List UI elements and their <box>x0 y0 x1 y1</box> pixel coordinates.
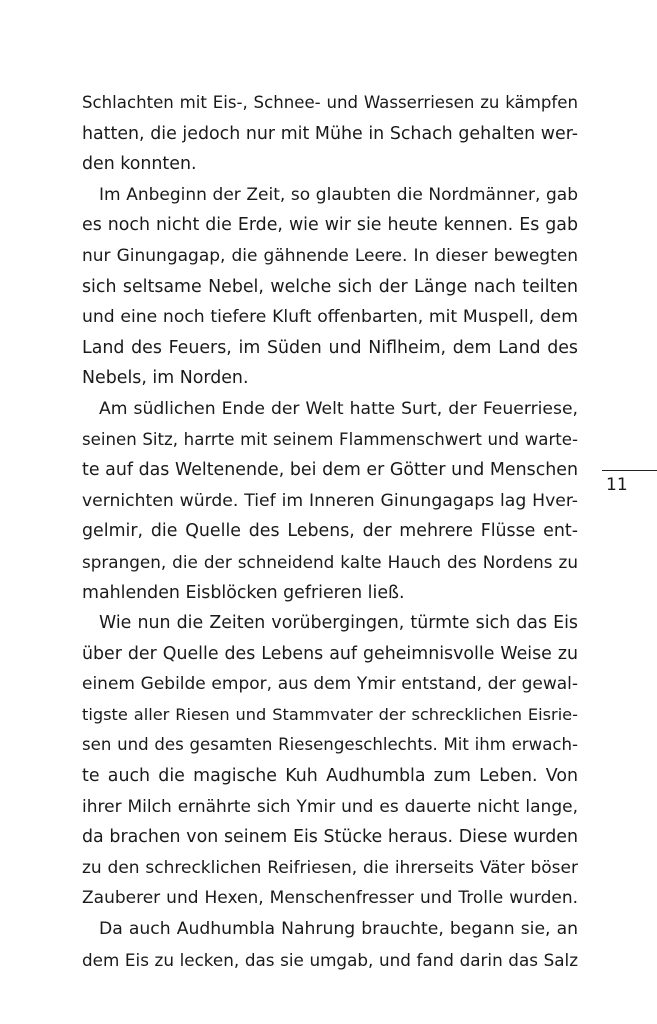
body-text <box>82 88 578 975</box>
text-line: gelmir, die Quelle des Lebens, der mehrere Flüsse ent- <box>82 521 578 542</box>
text-line: über der Quelle des Lebens auf geheimnisvolle Weise zu <box>82 643 578 664</box>
text-line: te auch die magische Kuh Audhumbla zum Leben. Von <box>82 766 578 787</box>
text-line: zu den schrecklichen Reifriesen, die ihrerseits Väter böser <box>82 857 578 878</box>
text-line: sich seltsame Nebel, welche sich der Länge nach teilten <box>82 276 578 297</box>
text-line: Land des Feuers, im Süden und Niflheim, dem Land des <box>82 337 578 358</box>
text-line: tigste aller Riesen und Stammvater der schrecklichen Eisrie- <box>82 704 578 724</box>
text-line: Wie nun die Zeiten vorübergingen, türmte sich das Eis <box>99 613 578 634</box>
text-line: es noch nicht die Erde, wie wir sie heute kennen. Es gab <box>82 215 578 236</box>
text-line: Zauberer und Hexen, Menschenfresser und Trolle wurden. <box>82 888 578 909</box>
text-line: mahlenden Eisblöcken gefrieren ließ. <box>82 582 405 603</box>
text-line: Schlachten mit Eis-, Schnee- und Wasserriesen zu kämpfen <box>82 93 578 112</box>
text-line: und eine noch tiefere Kluft offenbarten, mit Muspell, dem <box>82 307 578 328</box>
text-line: vernichten würde. Tief im Inneren Ginungagaps lag Hver- <box>82 490 578 511</box>
text-line: einem Gebilde empor, aus dem Ymir entstand, der gewal- <box>82 674 578 695</box>
text-line: Im Anbeginn der Zeit, so glaubten die Nordmänner, gab <box>99 184 578 205</box>
text-line: dem Eis zu lecken, das sie umgab, und fand darin das Salz <box>82 949 578 970</box>
text-line: Am südlichen Ende der Welt hatte Surt, der Feuerriese, <box>99 398 578 419</box>
page-number-rule <box>602 470 657 471</box>
text-line: hatten, die jedoch nur mit Mühe in Schach gehalten wer- <box>82 123 578 144</box>
text-line: seinen Sitz, harrte mit seinem Flammenschwert und warte- <box>82 429 578 449</box>
text-line: den konnten. <box>82 154 197 175</box>
text-line: da brachen von seinem Eis Stücke heraus. Diese wurden <box>82 827 578 848</box>
text-line: Da auch Audhumbla Nahrung brauchte, begann sie, an <box>99 919 578 940</box>
text-line: te auf das Weltenende, bei dem er Götter und Menschen <box>82 460 578 481</box>
text-line: nur Ginungagap, die gähnende Leere. In dieser bewegten <box>82 245 578 266</box>
text-line: ihrer Milch ernährte sich Ymir und es dauerte nicht lange, <box>82 796 578 817</box>
text-line: sprangen, die der schneidend kalte Hauch des Nordens zu <box>82 551 578 572</box>
page-number: 11 <box>606 475 628 495</box>
text-line: Nebels, im Norden. <box>82 368 249 389</box>
text-line: sen und des gesamten Riesengeschlechts. Mit ihm erwach- <box>82 735 578 755</box>
